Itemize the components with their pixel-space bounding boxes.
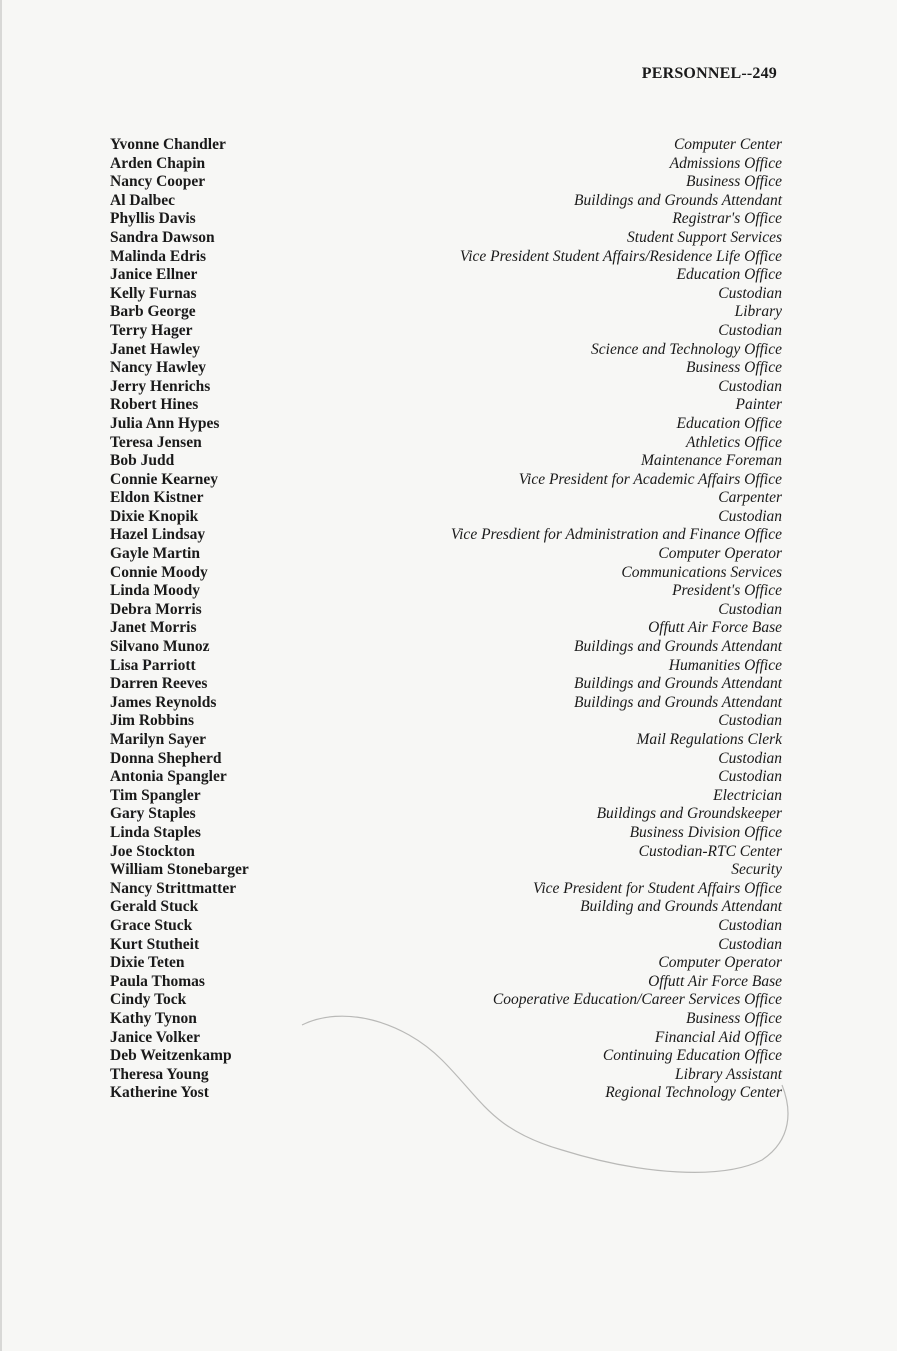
person-name: Darren Reeves [110, 675, 208, 693]
person-name: Connie Moody [110, 563, 208, 581]
list-item [110, 1066, 782, 1085]
list-item [110, 824, 782, 843]
list-item [110, 601, 782, 620]
person-name: Yvonne Chandler [110, 136, 226, 153]
person-department: Vice President Student Affairs/Residence Life Office [459, 247, 782, 265]
person-name: Janet Hawley [110, 340, 200, 358]
list-item [110, 675, 782, 694]
list-item [110, 508, 782, 527]
list-item [110, 657, 782, 676]
person-department: Education Office [676, 414, 782, 432]
list-item [110, 434, 782, 453]
list-item [110, 973, 782, 992]
list-item [110, 638, 782, 657]
list-item [110, 396, 782, 415]
list-item [110, 192, 782, 211]
list-item [110, 712, 782, 731]
person-department: Custodian [718, 377, 782, 395]
person-department: Communications Services [621, 563, 782, 581]
person-department: Business Office [686, 1009, 782, 1027]
list-item [110, 155, 782, 174]
list-item [110, 805, 782, 824]
person-department: Buildings and Grounds Attendant [574, 638, 782, 656]
person-department: Custodian [718, 712, 782, 730]
person-department: Offutt Air Force Base [648, 972, 782, 990]
person-department: Vice Presdient for Administration and Finance Office [450, 526, 782, 544]
person-department: Custodian [718, 600, 782, 618]
person-department: President's Office [672, 582, 782, 600]
person-department: Custodian [718, 507, 782, 525]
list-item [110, 619, 782, 638]
person-name: Katherine Yost [110, 1084, 209, 1102]
person-name: Gayle Martin [110, 545, 200, 563]
person-department: Buildings and Groundskeeper [596, 805, 782, 823]
list-item [110, 1029, 782, 1048]
person-department: Computer Center [673, 136, 782, 153]
person-name: Kathy Tynon [110, 1009, 197, 1027]
person-name: Nancy Hawley [110, 359, 207, 377]
person-name: Arden Chapin [110, 154, 206, 172]
person-name: Lisa Parriott [110, 656, 196, 674]
list-item [110, 173, 782, 192]
person-department: Student Support Services [627, 228, 782, 246]
person-name: Joe Stockton [110, 842, 195, 860]
person-name: Deb Weitzenkamp [110, 1047, 232, 1065]
list-item [110, 341, 782, 360]
person-department: Business Office [686, 173, 782, 191]
list-item [110, 378, 782, 397]
list-item [110, 731, 782, 750]
person-department: Business Division Office [629, 823, 782, 841]
list-item [110, 471, 782, 490]
list-item [110, 750, 782, 769]
person-name: Tim Spangler [110, 786, 201, 804]
person-department: Custodian [718, 768, 782, 786]
person-department: Maintenance Foreman [640, 452, 782, 470]
list-item [110, 954, 782, 973]
person-name: Teresa Jensen [110, 433, 202, 451]
page-title: PERSONNEL--249 [641, 65, 777, 82]
list-item [110, 526, 782, 545]
person-name: Marilyn Sayer [110, 731, 206, 748]
person-department: Buildings and Grounds Attendant [574, 191, 782, 209]
person-name: William Stonebarger [110, 861, 249, 879]
person-name: Hazel Lindsay [110, 526, 206, 544]
list-item [110, 1047, 782, 1066]
person-department: Library Assistant [675, 1065, 782, 1083]
list-item [110, 1010, 782, 1029]
person-department: Offutt Air Force Base [648, 619, 782, 637]
list-item [110, 322, 782, 341]
person-name: Gerald Stuck [110, 898, 199, 916]
person-department: Carpenter [718, 489, 782, 507]
person-department: Vice President for Student Affairs Office [533, 879, 782, 897]
person-department: Athletics Office [686, 433, 782, 451]
person-name: Paula Thomas [110, 972, 205, 990]
list-item [110, 898, 782, 917]
person-name: Gary Staples [110, 805, 196, 823]
person-department: Custodian [718, 284, 782, 302]
list-item [110, 768, 782, 787]
person-department: Custodian [718, 321, 782, 339]
person-name: Silvano Munoz [110, 638, 210, 656]
person-department: Security [731, 861, 782, 879]
person-name: Janice Volker [110, 1028, 200, 1046]
person-department: Financial Aid Office [654, 1028, 782, 1046]
person-department: Regional Technology Center [605, 1084, 782, 1102]
list-item [110, 415, 782, 434]
person-name: Jim Robbins [110, 712, 194, 730]
person-name: Terry Hager [110, 321, 193, 339]
list-item [110, 1084, 782, 1103]
person-name: Cindy Tock [110, 991, 187, 1009]
person-name: Donna Shepherd [110, 749, 222, 767]
list-item [110, 359, 782, 378]
person-department: Vice President for Academic Affairs Office [518, 470, 782, 488]
list-item [110, 582, 782, 601]
person-name: Robert Hines [110, 396, 199, 414]
person-name: Nancy Strittmatter [110, 879, 237, 897]
personnel-list [110, 136, 782, 1103]
person-department: Humanities Office [668, 656, 782, 674]
person-department: Buildings and Grounds Attendant [574, 675, 782, 693]
person-department: Custodian [718, 749, 782, 767]
list-item [110, 285, 782, 304]
person-name: Malinda Edris [110, 247, 207, 265]
person-department: Business Office [686, 359, 782, 377]
person-department: Electrician [713, 786, 782, 804]
person-name: Al Dalbec [110, 191, 176, 209]
list-item [110, 694, 782, 713]
person-name: Nancy Cooper [110, 173, 206, 191]
person-department: Computer Operator [658, 545, 782, 563]
person-department: Cooperative Education/Career Services Office [492, 991, 782, 1009]
person-name: Dixie Teten [110, 954, 185, 972]
person-department: Mail Regulations Clerk [636, 731, 782, 748]
person-name: Antonia Spangler [110, 768, 227, 786]
list-item [110, 917, 782, 936]
person-department: Education Office [676, 266, 782, 284]
person-name: Janice Ellner [110, 266, 198, 284]
person-name: Theresa Young [110, 1065, 209, 1083]
list-item [110, 564, 782, 583]
person-department: Computer Operator [658, 954, 782, 972]
person-name: Barb George [110, 303, 196, 321]
person-department: Painter [735, 396, 782, 414]
person-department: Custodian-RTC Center [638, 842, 782, 860]
person-department: Building and Grounds Attendant [580, 898, 782, 916]
list-item [110, 452, 782, 471]
list-item [110, 489, 782, 508]
list-item [110, 880, 782, 899]
person-name: Sandra Dawson [110, 228, 215, 246]
person-department: Science and Technology Office [591, 340, 782, 358]
person-department: Custodian [718, 935, 782, 953]
person-department: Admissions Office [669, 154, 782, 172]
list-item [110, 545, 782, 564]
list-item [110, 210, 782, 229]
person-name: Dixie Knopik [110, 507, 199, 525]
person-name: Bob Judd [110, 452, 175, 470]
person-name: James Reynolds [110, 693, 217, 711]
person-name: Linda Moody [110, 582, 201, 600]
list-item [110, 843, 782, 862]
person-department: Registrar's Office [672, 210, 782, 228]
person-name: Phyllis Davis [110, 210, 196, 228]
person-department: Continuing Education Office [602, 1047, 782, 1065]
list-item [110, 303, 782, 322]
list-item [110, 248, 782, 267]
person-department: Library [734, 303, 782, 321]
list-item [110, 787, 782, 806]
person-name: Jerry Henrichs [110, 377, 211, 395]
person-name: Linda Staples [110, 823, 201, 841]
person-name: Janet Morris [110, 619, 197, 637]
person-name: Grace Stuck [110, 916, 193, 934]
person-name: Kurt Stutheit [110, 935, 200, 953]
list-item [110, 861, 782, 880]
list-item [110, 991, 782, 1010]
person-department: Buildings and Grounds Attendant [574, 693, 782, 711]
person-name: Debra Morris [110, 600, 202, 618]
person-department: Custodian [718, 916, 782, 934]
list-item [110, 229, 782, 248]
person-name: Connie Kearney [110, 470, 219, 488]
list-item [110, 936, 782, 955]
list-item [110, 266, 782, 285]
list-item [110, 136, 782, 155]
person-name: Kelly Furnas [110, 284, 197, 302]
person-name: Julia Ann Hypes [110, 414, 220, 432]
person-name: Eldon Kistner [110, 489, 204, 507]
